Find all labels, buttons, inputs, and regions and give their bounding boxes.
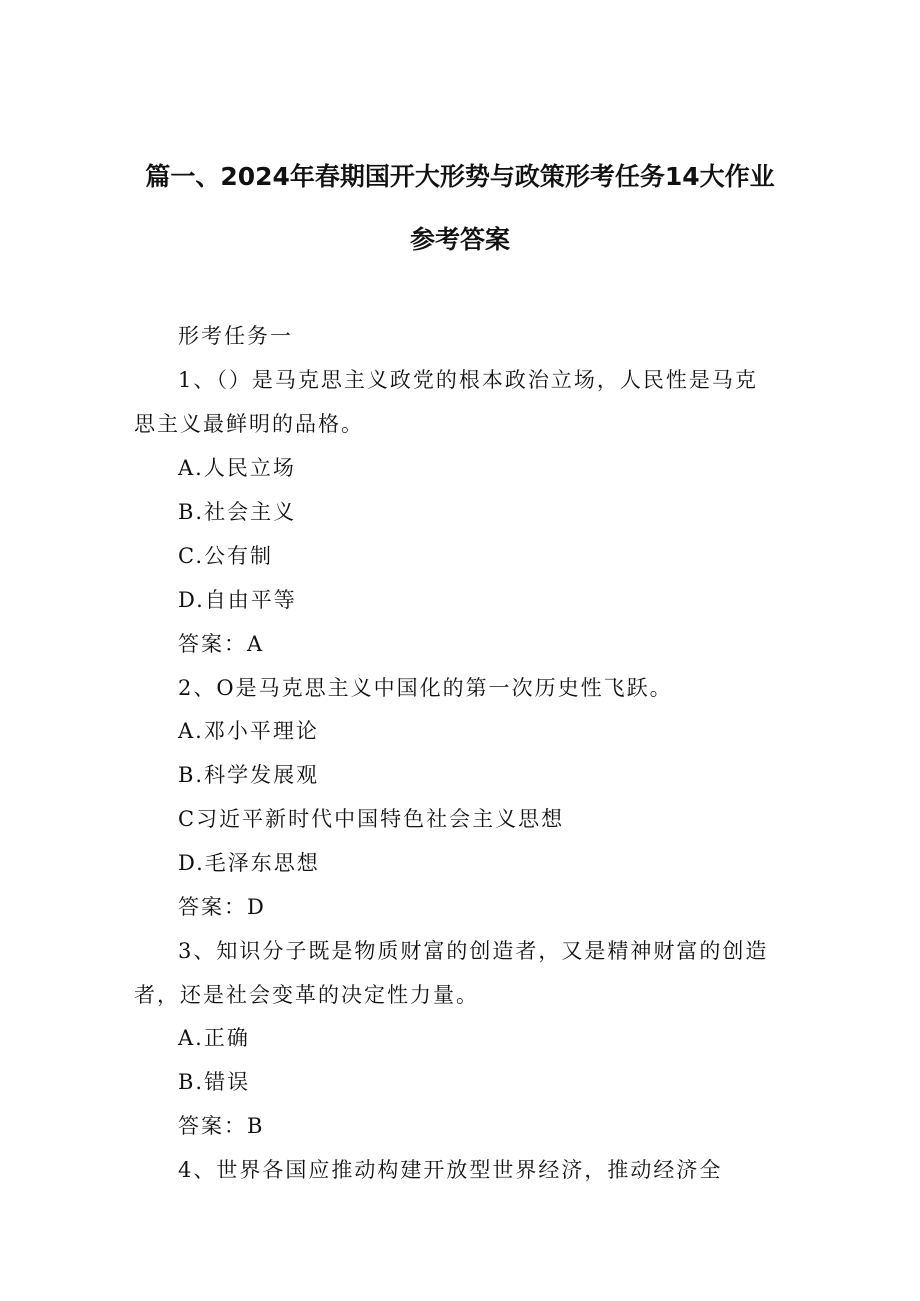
- question-2-option-d: D.毛泽东思想: [178, 851, 320, 875]
- question-1-stem-line-2: 思主义最鲜明的品格。: [134, 412, 364, 436]
- question-3-option-a: A.正确: [178, 1026, 250, 1050]
- question-2-answer: 答案：D: [178, 895, 266, 919]
- question-3-stem-line-2: 者，还是社会变革的决定性力量。: [134, 983, 479, 1007]
- document-title: 篇一、2024年春期国开大形势与政策形考任务14大作业: [145, 162, 775, 191]
- question-1-stem-line-1: 1、（）是马克思主义政党的根本政治立场，人民性是马克: [178, 368, 758, 392]
- document-subtitle: 参考答案: [409, 225, 510, 254]
- question-1-option-c: C.公有制: [178, 544, 273, 568]
- question-2-stem: 2、O是马克思主义中国化的第一次历史性飞跃。: [178, 676, 673, 700]
- question-1-option-b: B.社会主义: [178, 500, 297, 524]
- question-4-stem-line-1: 4、世界各国应推动构建开放型世界经济，推动经济全: [178, 1158, 723, 1182]
- question-1-answer: 答案：A: [178, 632, 265, 656]
- question-1-option-a: A.人民立场: [178, 456, 296, 480]
- question-3-stem-line-1: 3、知识分子既是物质财富的创造者，又是精神财富的创造: [178, 939, 769, 963]
- question-2-option-a: A.邓小平理论: [178, 719, 319, 743]
- question-1-option-d: D.自由平等: [178, 588, 297, 612]
- question-2-option-c: C习近平新时代中国特色社会主义思想: [178, 807, 565, 831]
- section-heading: 形考任务一: [178, 324, 293, 348]
- question-3-answer: 答案：B: [178, 1114, 265, 1138]
- question-3-option-b: B.错误: [178, 1070, 251, 1094]
- question-2-option-b: B.科学发展观: [178, 763, 320, 787]
